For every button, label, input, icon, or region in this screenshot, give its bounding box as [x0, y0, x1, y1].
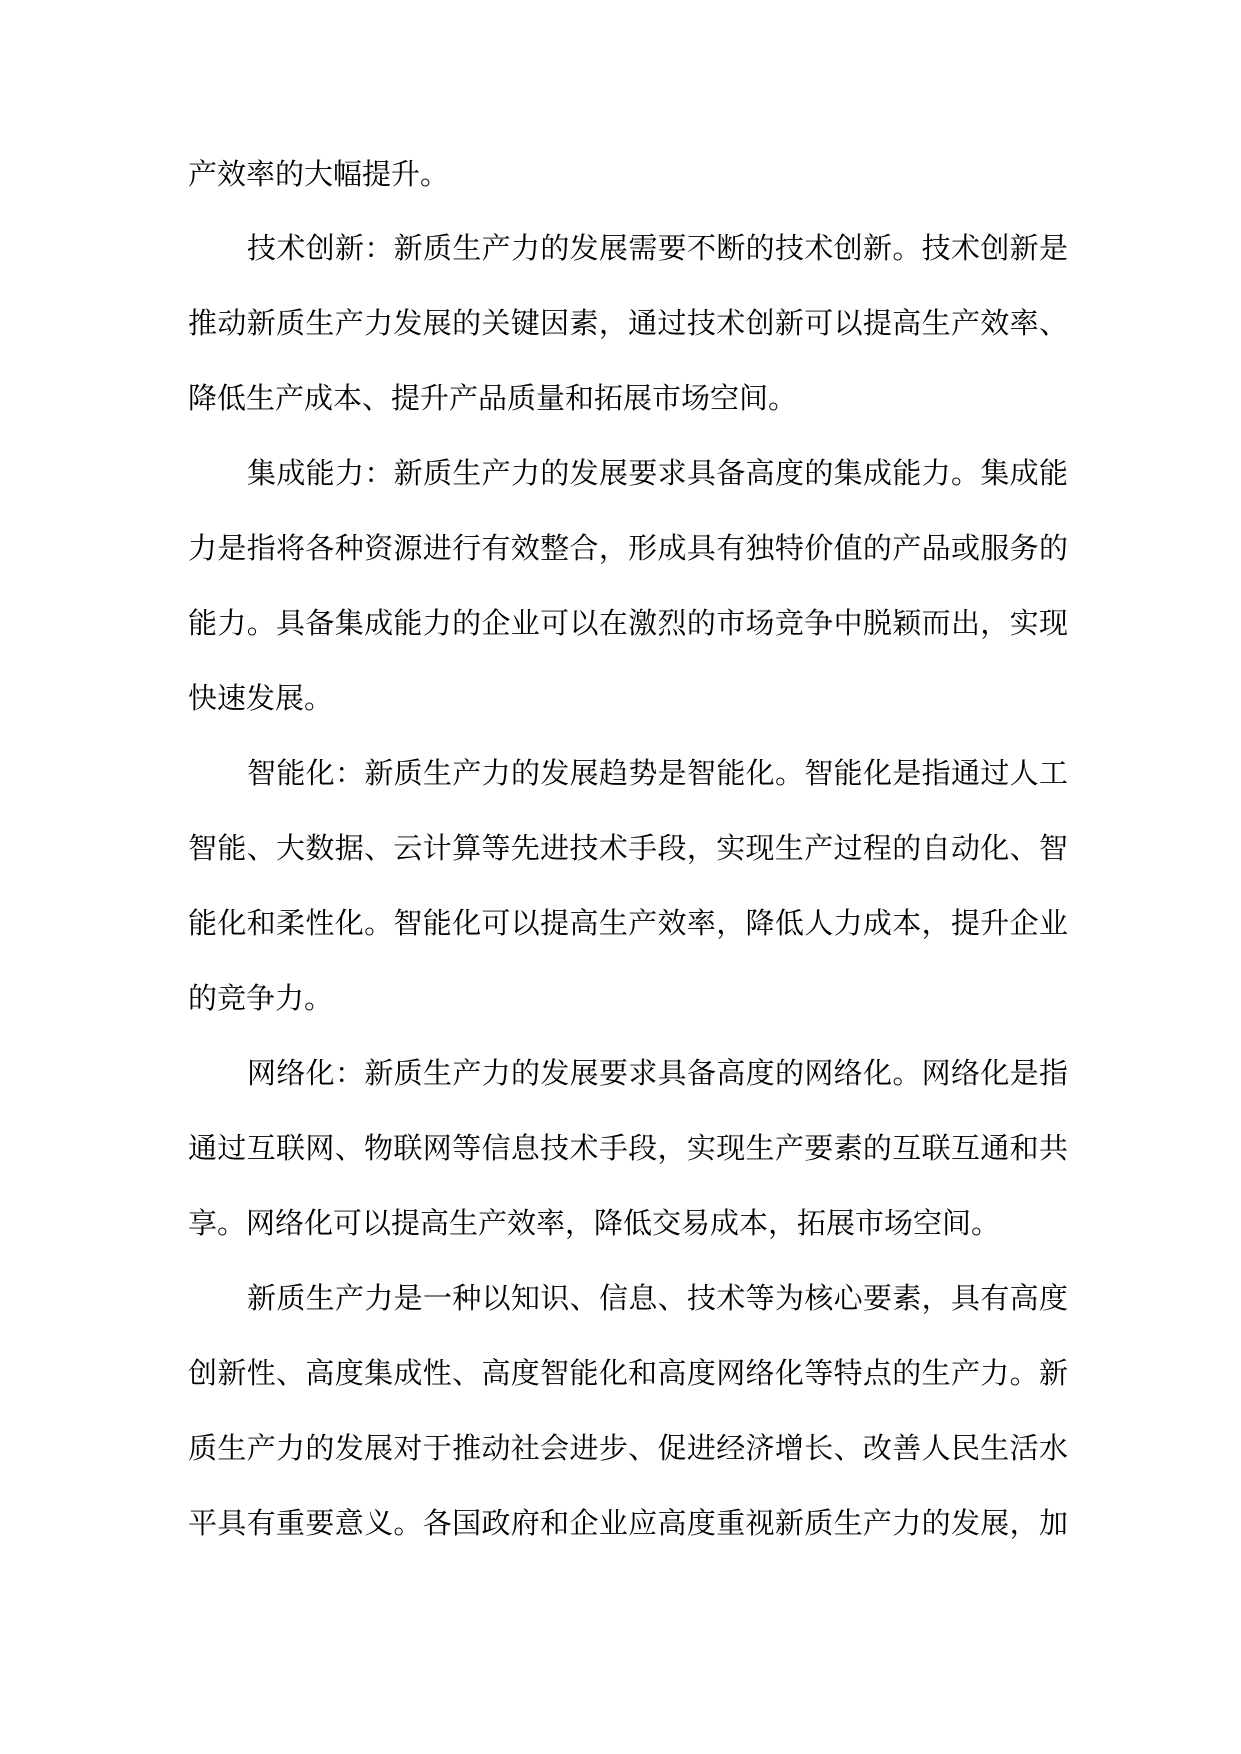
text-line: 能化和柔性化。智能化可以提高生产效率，降低人力成本，提升企业: [188, 906, 1068, 940]
text-line: 降低生产成本、提升产品质量和拓展市场空间。: [188, 381, 798, 415]
text-line: 推动新质生产力发展的关键因素，通过技术创新可以提高生产效率、: [188, 306, 1068, 340]
text-line: 质生产力的发展对于推动社会进步、促进经济增长、改善人民生活水: [188, 1431, 1068, 1465]
text-line: 能力。具备集成能力的企业可以在激烈的市场竞争中脱颖而出，实现: [188, 606, 1068, 640]
text-line: 集成能力：新质生产力的发展要求具备高度的集成能力。集成能: [247, 456, 1068, 490]
text-line: 的竞争力。: [188, 981, 334, 1015]
text-line: 享。网络化可以提高生产效率，降低交易成本，拓展市场空间。: [188, 1206, 1001, 1240]
text-line: 新质生产力是一种以知识、信息、技术等为核心要素，具有高度: [247, 1281, 1068, 1315]
text-line: 网络化：新质生产力的发展要求具备高度的网络化。网络化是指: [247, 1056, 1068, 1090]
text-line: 智能、大数据、云计算等先进技术手段，实现生产过程的自动化、智: [188, 831, 1068, 865]
text-line: 智能化：新质生产力的发展趋势是智能化。智能化是指通过人工: [247, 756, 1068, 790]
text-line: 快速发展。: [188, 681, 334, 715]
text-line: 技术创新：新质生产力的发展需要不断的技术创新。技术创新是: [247, 231, 1068, 265]
text-line: 通过互联网、物联网等信息技术手段，实现生产要素的互联互通和共: [188, 1131, 1068, 1165]
text-line: 产效率的大幅提升。: [188, 157, 450, 191]
text-line: 创新性、高度集成性、高度智能化和高度网络化等特点的生产力。新: [188, 1356, 1068, 1390]
text-line: 力是指将各种资源进行有效整合，形成具有独特价值的产品或服务的: [188, 531, 1068, 565]
text-line: 平具有重要意义。各国政府和企业应高度重视新质生产力的发展，加: [188, 1506, 1068, 1540]
